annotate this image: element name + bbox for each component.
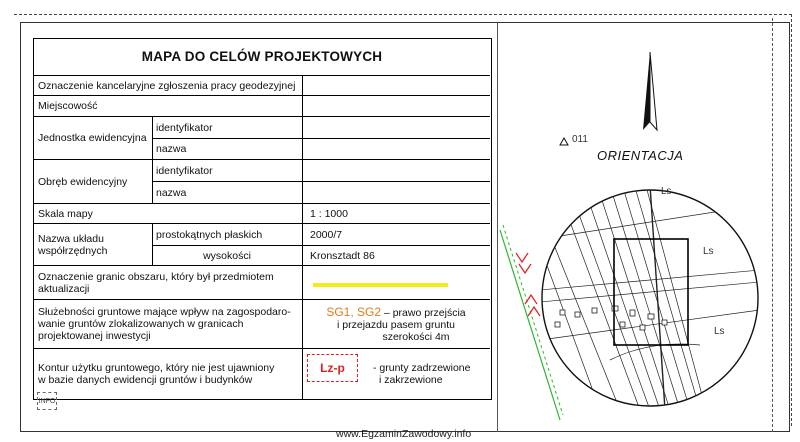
sluzebnosci-value xyxy=(302,300,490,348)
row-label-skala: Skala mapy xyxy=(38,207,93,220)
orientation-label: ORIENTACJA xyxy=(597,148,684,163)
land-label-ls: Ls xyxy=(703,246,714,257)
kontur-line1: Kontur użytku gruntowego, który nie jest ujawniony xyxy=(38,362,275,374)
lzp-desc2: i zakrzewione xyxy=(379,374,443,386)
granice-line1: Oznaczenie granic obszaru, który był przedmiotem xyxy=(38,270,274,283)
jednostka-nazwa-label: nazwa xyxy=(156,143,187,155)
sluzebnosci-line3: projektowanej inwestycji xyxy=(38,330,151,342)
uklad-line1: Nazwa układu xyxy=(38,232,104,245)
sluzebnosci-line2: wanie gruntów zlokalizowanych w granicach xyxy=(38,318,244,330)
granice-line2: aktualizacji xyxy=(38,282,90,295)
wysokosci-value: Kronsztadt 86 xyxy=(310,249,375,262)
sg-desc1: – prawo przejścia xyxy=(381,306,466,319)
red-arrows-icon xyxy=(516,253,540,316)
row-label-granice xyxy=(34,266,302,299)
obreb-nazwa-label: nazwa xyxy=(156,186,187,199)
sheet-right-border xyxy=(772,18,773,432)
orientation-map xyxy=(498,23,772,431)
lzp-description xyxy=(369,357,487,391)
info-logo-text: INFO xyxy=(38,397,56,405)
row-label-uklad xyxy=(34,224,152,265)
land-label-ls: Ls xyxy=(661,186,672,197)
sg-code: SG1, SG2 xyxy=(326,304,382,319)
sg-line1 xyxy=(326,306,465,319)
land-label-ls: Ls xyxy=(714,326,725,337)
point-label: 011 xyxy=(572,134,588,145)
skala-value: 1 : 1000 xyxy=(310,207,348,220)
survey-point-icon xyxy=(560,138,568,145)
row-label-obreb: Obręb ewidencyjny xyxy=(38,175,128,188)
sg-desc3: szerokości 4m xyxy=(382,330,450,343)
north-arrow-icon xyxy=(643,52,657,130)
info-logo xyxy=(37,392,57,410)
metadata-table xyxy=(33,38,492,400)
prostokatnych-value: 2000/7 xyxy=(310,228,343,241)
row-label-jednostka: Jednostka ewidencyjna xyxy=(38,132,147,144)
prostokatnych-label: prostokątnych płaskich xyxy=(156,228,263,241)
lzp-desc1: - grunty zadrzewione xyxy=(373,362,471,374)
row-label-kontur xyxy=(34,349,302,399)
obreb-identyfikator-label: identyfikator xyxy=(156,164,213,177)
kontur-line2: w bazie danych ewidencji gruntów i budynków xyxy=(38,374,253,386)
row-label-miejscowosc: Miejscowość xyxy=(38,100,98,112)
row-label-kancelaryjne: Oznaczenie kancelaryjne zgłoszenia pracy geodezyjnej xyxy=(38,79,296,92)
uklad-line2: współrzędnych xyxy=(38,244,108,257)
wysokosci-label: wysokości xyxy=(203,249,251,262)
row-label-sluzebnosci xyxy=(34,300,302,348)
sluzebnosci-line1: Służebności gruntowe mające wpływ na zagospodaro- xyxy=(38,306,291,318)
map-title: MAPA DO CELÓW PROJEKTOWYCH xyxy=(141,49,383,64)
lzp-legend-box: Lz-p xyxy=(307,354,358,382)
sg-desc2: i przejazdu pasem gruntu xyxy=(337,318,455,331)
footer-url: www.EgzaminZawodowy.info xyxy=(336,428,472,440)
boundary-legend-yellow-line xyxy=(313,283,448,287)
jednostka-identyfikator-label: identyfikator xyxy=(156,121,213,134)
